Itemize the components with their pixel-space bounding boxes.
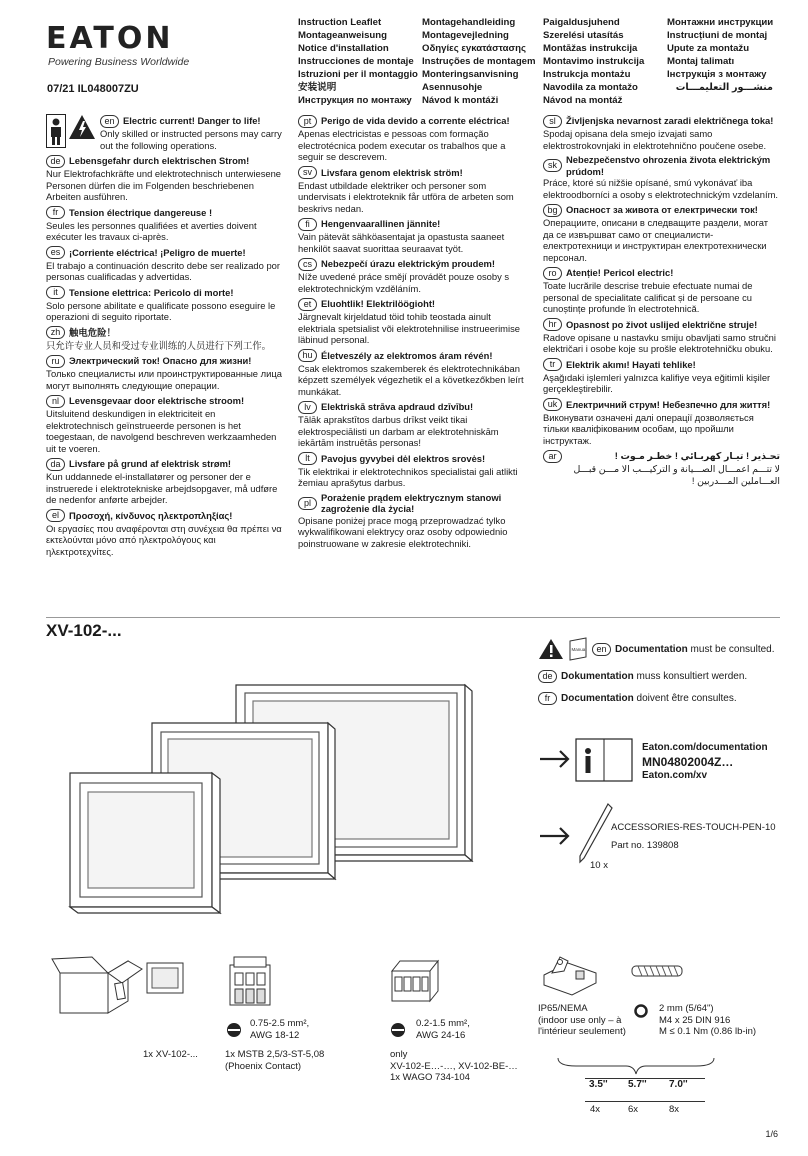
conn1-range: 0.75-2.5 mm²,: [250, 1018, 310, 1029]
warning-body: Järgnevalt kirjeldatud töid tohib teostada ainult elektriala spetsialist või elektrotehnilise instrueerimise läbinud personal.: [298, 311, 520, 345]
warnings-column-3: [543, 114, 780, 489]
warning-body: Seules les personnes qualifiées et averties doivent exécuter les travaux ci-après.: [46, 219, 257, 242]
size-line-bottom: [585, 1101, 705, 1102]
title-sv: Monteringsanvisning: [422, 69, 519, 80]
title-lv: Montāžas instrukcija: [543, 43, 638, 54]
lang-code: fr: [46, 206, 65, 219]
title-de: Montageanweisung: [298, 30, 388, 41]
warning-es: [46, 246, 284, 283]
warning-body: Níže uvedené práce smějí provádět pouze osoby s elektrotechnickým vzděláním.: [298, 271, 510, 294]
title-column-3: [543, 16, 644, 107]
warning-el: [46, 509, 284, 558]
warning-title: Опасност за живота от електрически ток!: [566, 204, 758, 216]
warning-title: Προσοχή, κίνδυνος ηλεκτροπληξίας!: [69, 509, 233, 521]
lang-code: hu: [298, 349, 317, 362]
stylus-icon: [580, 804, 612, 862]
warning-sk: [543, 154, 780, 200]
size-35: 3.5'': [589, 1079, 608, 1090]
warning-sl: [543, 114, 780, 151]
lang-code: tr: [543, 358, 562, 371]
warnings-column-1: [46, 114, 284, 560]
warning-hr: [543, 318, 780, 355]
size-57: 5.7'': [628, 1079, 647, 1090]
doc-rest: must be consulted.: [687, 643, 775, 655]
title-hu: Szerelési utasítás: [543, 30, 624, 41]
count-70: 8x: [669, 1104, 680, 1115]
ip-rating-info: [538, 1003, 626, 1038]
set-screw-icon: [630, 962, 686, 980]
lang-code: sl: [543, 115, 562, 128]
screwdriver-slot-icon-2: [390, 1022, 406, 1038]
section-divider: [46, 617, 780, 618]
title-fr: Notice d'installation: [298, 43, 389, 54]
warning-body: Tik elektrikai ir elektrotechnikos specialistai gali atlikti žemiau aprašytus darbus.: [298, 465, 518, 488]
tagline: Powering Business Worldwide: [48, 56, 190, 68]
warning-fr: [46, 206, 284, 243]
warning-triangle-icon: [538, 638, 564, 660]
warning-body: Οι εργασίες που αναφέρονται στη συνέχεια θα πρέπει να εκτελούνται μόνο από ηλεκτρολόγους και ηλεκτροτεχνίτες.: [46, 522, 282, 557]
conn2-awg: AWG 24-16: [416, 1029, 466, 1041]
screwdriver-slot-icon: [226, 1022, 242, 1038]
warning-fi: [298, 217, 530, 254]
title-fi: Asennusohje: [422, 82, 483, 93]
lang-code: ro: [543, 267, 562, 280]
connector-1-label: [225, 1049, 324, 1072]
skilled-person-icon: [46, 114, 66, 148]
warning-body: Práce, ktoré sú nižšie opísané, smú vykonávať iba elektroodborníci a osoby s elektrotechnickým vzdelaním.: [543, 177, 779, 200]
warning-body: Spodaj opisana dela smejo izvajati samo elektrostrokovnjaki in elektrotehnično poučene osebe.: [543, 128, 767, 151]
doc-link-text: [642, 742, 768, 782]
warning-body: Apenas electricistas e pessoas com formação electrotécnica podem executar os trabalhos que a seguir se descrevem.: [298, 128, 506, 162]
connector-wago-icon: [390, 955, 440, 1017]
doc-bold: Dokumentation: [561, 671, 634, 682]
page-number: 1/6: [765, 1129, 778, 1139]
info-icon: [585, 748, 591, 754]
lang-code: sk: [543, 159, 562, 172]
ip-rating: IP65/NEMA: [538, 1003, 588, 1014]
lang-code: uk: [543, 398, 562, 411]
warning-sv: [298, 166, 530, 215]
warning-title: Livsfara genom elektrisk ström!: [321, 166, 463, 178]
warning-da: [46, 457, 284, 506]
warning-ru: [46, 354, 284, 391]
count-57: 6x: [628, 1104, 639, 1115]
warning-title: Atenție! Pericol electric!: [566, 267, 674, 279]
warning-cs: [298, 257, 530, 294]
warning-lv: [298, 400, 530, 449]
warning-hu: [298, 349, 530, 398]
warning-body: Opisane poniżej prace mogą przeprowadzać tylko wykwalifikowani elektrycy oraz osoby odpowiednio poinstruowane w zakresie elektrotechniki.: [298, 514, 508, 549]
warning-title: Lebensgefahr durch elektrischen Strom!: [69, 155, 250, 167]
lang-code: sv: [298, 166, 317, 179]
warning-body: El trabajo a continuación descrito debe ser realizado por personas cualificadas y advertidas.: [46, 259, 280, 282]
document-number: 07/21 IL048007ZU: [47, 83, 139, 95]
device-small-icon: [146, 962, 186, 996]
warning-title: Eluohtlik! Elektrilöögioht!: [321, 298, 436, 310]
title-es: Instrucciones de montaje: [298, 56, 414, 67]
doc-link-graphic: [538, 735, 634, 787]
accessory-name: ACCESSORIES-RES-TOUCH-PEN-10: [611, 822, 776, 833]
warning-tr: [543, 358, 780, 395]
arrow-right-icon: [540, 828, 568, 844]
conn2-range: 0.2-1.5 mm²,: [416, 1018, 470, 1029]
lang-code: lt: [298, 452, 317, 465]
lang-code: it: [46, 286, 65, 299]
warning-nl: [46, 394, 284, 454]
lang-code: hr: [543, 318, 562, 331]
doc-bold: Documentation: [615, 643, 688, 655]
contents-device: 1x XV-102-...: [143, 1049, 198, 1060]
accessory-qty: 10 x: [590, 860, 608, 871]
lang-code: et: [298, 298, 317, 311]
title-sk: Návod na montáž: [543, 95, 623, 106]
lang-code: es: [46, 246, 65, 259]
doc-link[interactable]: Eaton.com/documentation: [642, 742, 768, 753]
accessory-part: Part no. 139808: [611, 839, 679, 851]
connector-1-spec: [250, 1018, 309, 1041]
warning-title: Електричний струм! Небезпечно для життя!: [566, 398, 771, 410]
lang-code: el: [46, 509, 65, 522]
screw-tool: 2 mm (5/64"): [659, 1003, 714, 1014]
connector-2-label: [390, 1049, 518, 1084]
doc-note-de: [538, 670, 783, 683]
lang-code: lv: [298, 401, 317, 414]
warning-title: Levensgevaar door elektrische stroom!: [69, 395, 245, 407]
title-column-2: [422, 16, 536, 107]
warning-body: لا تتـــم اعمـــال الصـــيانة و التركيـــب الا مـــن قبـــل العـــاملين المـــدربين !: [573, 463, 780, 486]
count-35: 4x: [590, 1104, 601, 1115]
warning-zh: [46, 326, 284, 352]
warning-ro: [543, 266, 780, 315]
title-bg: Монтажни инструкции: [667, 17, 774, 28]
lang-code: fi: [298, 218, 317, 231]
warning-title: Электрический ток! Опасно для жизни!: [69, 355, 252, 367]
warning-title: Tension électrique dangereuse !: [69, 206, 213, 218]
mounting-clamp-icon: [538, 953, 600, 997]
title-tr: Montaj talimatı: [667, 56, 735, 67]
doc-bold: Documentation: [561, 693, 634, 704]
lang-code: pl: [298, 497, 317, 510]
warning-title: Opasnost po život uslijed električne struje!: [566, 318, 758, 330]
title-pt: Instruções de montagem: [422, 56, 536, 67]
doc-link-2[interactable]: Eaton.com/xv: [642, 770, 708, 781]
lang-code: ru: [46, 355, 65, 368]
connector-2-spec: [416, 1018, 470, 1041]
warning-title: تحـذير ! تيـار كهربـائي ! خطـر مـوت !: [614, 450, 780, 462]
warning-title: ¡Corriente eléctrica! ¡Peligro de muerte!: [69, 246, 246, 258]
doc-id: MN04802004Z…: [642, 754, 734, 769]
warning-body: 只允许专业人员和受过专业训练的人员进行下列工作。: [46, 339, 272, 351]
warning-title: 触电危险！: [69, 326, 116, 338]
lang-code: zh: [46, 326, 65, 339]
warning-body: Solo persone abilitate e qualificate possono eseguire le operazioni di seguito riportate.: [46, 299, 276, 322]
title-en: Instruction Leaflet: [298, 17, 382, 28]
doc-note-en: [538, 637, 783, 661]
lang-code: en: [100, 115, 119, 128]
lang-code: cs: [298, 258, 317, 271]
warning-body: Только специалисты или проинструктированные лица могут выполнять следующие операции.: [46, 368, 282, 391]
title-column-1: [298, 16, 418, 107]
warning-title: Porażenie prądem elektrycznym stanowi zagrożenie dla życia!: [321, 491, 502, 514]
warning-body: Endast utbildade elektriker och personer som undervisats i elektroteknik får utföra de arbeten som beskrivs nedan.: [298, 179, 514, 214]
warning-bg: [543, 203, 780, 263]
warning-pl: [298, 492, 530, 550]
title-ar: منشـــور التعليمـــات: [675, 82, 773, 93]
warning-title: Življenjska nevarnost zaradi električnega toka!: [566, 115, 774, 127]
title-el: Οδηγίες εγκατάστασης: [422, 43, 526, 54]
warning-icons: [46, 114, 96, 151]
title-ro: Instrucțiuni de montaj: [667, 30, 768, 41]
arrow-right-icon: [540, 751, 568, 767]
conn2-label: 1x WAGO 734-104: [390, 1072, 470, 1083]
warnings-column-2: [298, 114, 530, 552]
screw-torque: M ≤ 0.1 Nm (0.86 lb-in): [659, 1026, 757, 1037]
conn2-only: only: [390, 1049, 408, 1060]
doc-note-fr: [538, 692, 783, 705]
documentation-notes: [538, 637, 783, 714]
warning-body: Vain pätevät sähköasentajat ja opastusta saaneet henkilöt saavat suorittaa seuraavat työt.: [298, 231, 505, 254]
warning-title: Livsfare på grund af elektrisk strøm!: [69, 458, 232, 470]
ip-note-2: l'intérieur seulement): [538, 1026, 626, 1037]
warning-body: Aşağıdaki işlemleri yalnızca kalifiye veya eğitimli kişiler gerçekleştirebilir.: [543, 371, 771, 394]
lang-code: da: [46, 458, 65, 471]
manual-label: Manual: [571, 647, 587, 652]
warning-it: [46, 286, 284, 323]
hex-key-icon: [634, 1004, 648, 1018]
eaton-logo: [46, 21, 174, 58]
title-zh: 安装说明: [298, 82, 337, 93]
box-icon: [48, 955, 148, 1017]
warning-uk: [543, 398, 780, 447]
warning-lt: [298, 452, 530, 489]
manual-book-icon: [568, 637, 588, 661]
title-pl: Instrukcja montażu: [543, 69, 631, 80]
ip-note-1: (indoor use only – à: [538, 1014, 622, 1026]
conn1-awg: AWG 18-12: [250, 1029, 300, 1041]
title-it: Istruzioni per il montaggio: [298, 69, 418, 80]
warning-title: Hengenvaarallinen jännite!: [321, 218, 441, 230]
warning-title: Nebezpečenstvo ohrozenia života elektrickým prúdom!: [566, 154, 771, 177]
warning-title: Electric current! Danger to life!: [123, 115, 261, 127]
lang-code: en: [592, 643, 611, 656]
lang-code: fr: [538, 692, 557, 705]
eaton-logo-mark: [46, 21, 174, 56]
title-lt: Montavimo instrukcija: [543, 56, 645, 67]
warning-ar: [543, 449, 780, 486]
warning-body: Toate lucrările descrise trebuie efectuate numai de personal de specialitate calificat și de persoane cu cunoștințe profunde în electrotehnică.: [543, 280, 753, 314]
lang-code: de: [46, 155, 65, 168]
warning-title: Perigo de vida devido a corrente eléctrica!: [321, 115, 510, 127]
title-da: Montagevejledning: [422, 30, 509, 41]
warning-title: Nebezpečí úrazu elektrickým proudem!: [321, 258, 496, 270]
title-column-4: [667, 16, 773, 94]
electric-hazard-icon: [68, 114, 96, 140]
warning-et: [298, 297, 530, 346]
warning-body: Nur Elektrofachkräfte und elektrotechnisch unterwiesene Personen dürfen die im Folgenden beschriebenen Arbeiten ausführen.: [46, 168, 282, 202]
title-nl: Montagehandleiding: [422, 17, 516, 28]
connector-mstb-icon: [228, 955, 272, 1017]
conn1-sub: (Phoenix Contact): [225, 1060, 302, 1072]
warning-pt: [298, 114, 530, 163]
lang-code: pt: [298, 115, 317, 128]
size-70: 7.0'': [669, 1079, 688, 1090]
title-uk: Інструкція з монтажу: [667, 69, 767, 80]
title-ru: Инструкция по монтажу: [298, 95, 412, 106]
title-cs: Návod k montáži: [422, 95, 499, 106]
warning-title: Életveszély az elektromos áram révén!: [321, 349, 493, 361]
accessory-info: [611, 822, 776, 851]
title-hr: Upute za montažu: [667, 43, 750, 54]
size-bracket: [556, 1056, 716, 1078]
warning-title: Pavojus gyvybei dėl elektros srovės!: [321, 452, 486, 464]
warning-body: Виконувати означені далі операції дозволяється тільки кваліфікованим особам, що пройшли інструктаж.: [543, 411, 754, 446]
warning-body: Csak elektromos szakemberek és elektrotechnikában képzett személyek végezhetik el a következőkben leírt munkákat.: [298, 362, 524, 397]
doc-rest: muss konsultiert werden.: [633, 671, 748, 682]
warning-body: Radove opisane u nastavku smiju obavljati samo stručni električari i osobe koje su prošle elektrotehničku obuku.: [543, 331, 776, 354]
warning-title: Elektrik akımı! Hayati tehlike!: [566, 358, 696, 370]
lang-code: bg: [543, 204, 562, 217]
warning-body: Only skilled or instructed persons may carry out the following operations.: [100, 128, 282, 151]
warning-title: Elektriskā strāva apdraud dzīvību!: [321, 401, 474, 413]
panel-small: [70, 773, 220, 913]
screw-size: M4 x 25 DIN 916: [659, 1014, 731, 1026]
title-sl: Navodila za montažo: [543, 82, 638, 93]
title-et: Paigaldusjuhend: [543, 17, 620, 28]
lang-code: de: [538, 670, 557, 683]
lang-code: ar: [543, 450, 562, 463]
warning-de: [46, 154, 284, 203]
warning-body: Операциите, описани в следващите раздели, могат да се извършват само от специалисти-електротехници и инструктиран електротехнически персонал.: [543, 217, 769, 263]
doc-rest: doivent être consultes.: [633, 693, 737, 704]
warning-body: Tālāk aprakstītos darbus drīkst veikt tikai elektrospeciālisti un darbam ar elektrotehniskām iekārtām instruētās personas!: [298, 414, 499, 448]
eaton-logo-text: EATON: [46, 21, 174, 56]
warning-body: Uitsluitend deskundigen in elektriciteit en elektrotechnisch geïnstrueerde personen is het toegestaan, de navolgend beschreven werkzaamheden uit te voeren.: [46, 408, 277, 454]
warning-en: [46, 114, 284, 151]
warning-title: Tensione elettrica: Pericolo di morte!: [69, 286, 234, 298]
device-illustration: [60, 675, 480, 925]
lang-code: nl: [46, 395, 65, 408]
conn2-models: XV-102-E…-…, XV-102-BE-…: [390, 1060, 518, 1072]
product-model: XV-102-...: [46, 621, 122, 640]
warning-body: Kun uddannede el-installatører og personer der e instruerede i elektrotekniske arbejdsopgaver, må udføre de nedenfor anførte arbejder.: [46, 471, 278, 505]
conn1-label: 1x MSTB 2,5/3-ST-5,08: [225, 1049, 325, 1060]
screw-info: [659, 1003, 756, 1038]
